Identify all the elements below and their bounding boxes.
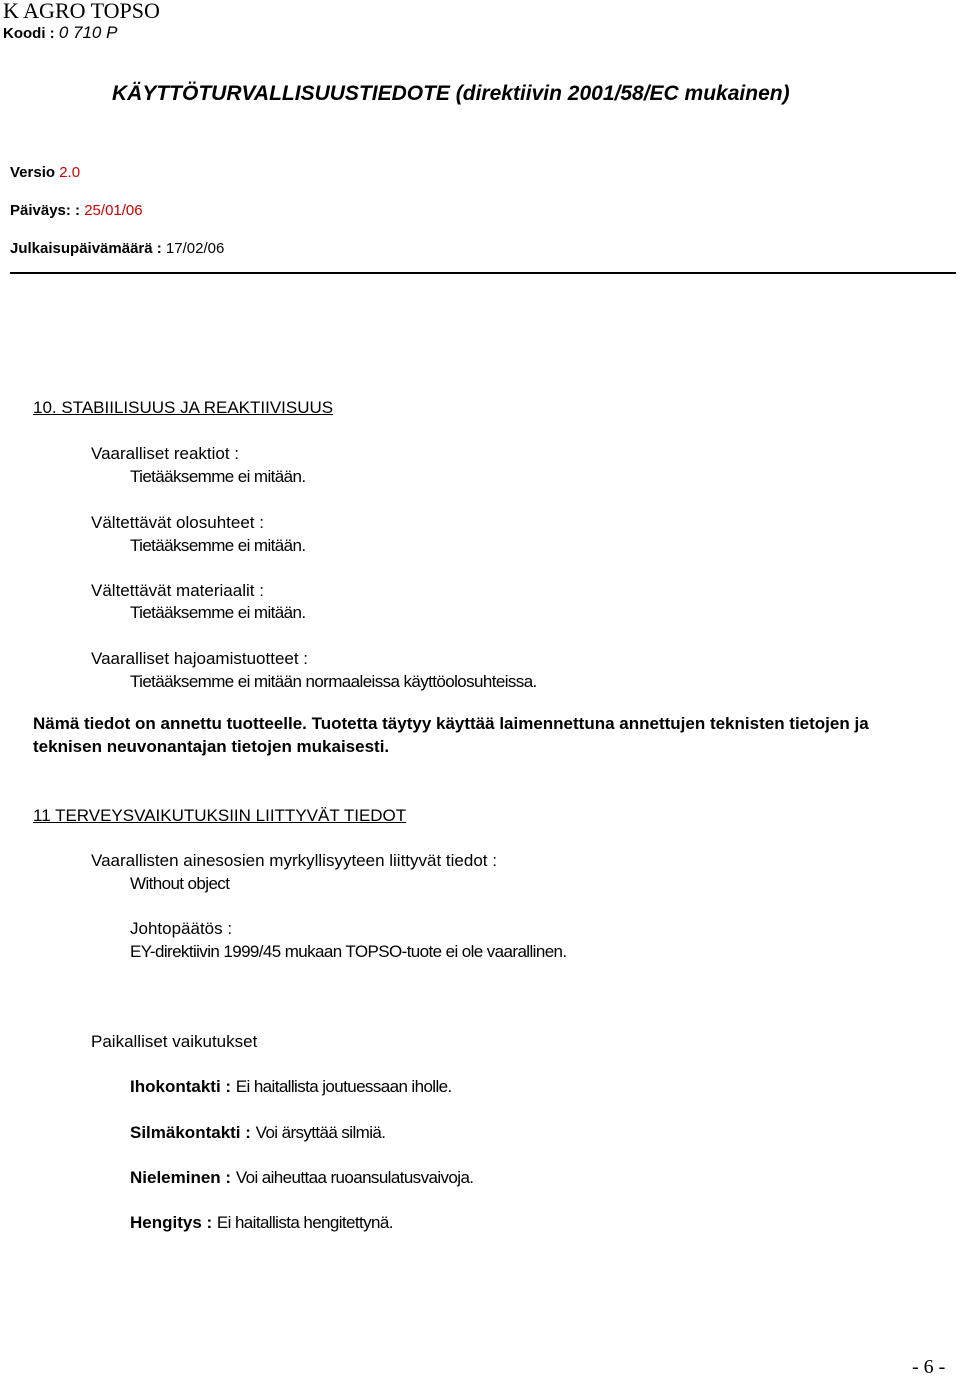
ingestion-line [130,1168,473,1188]
release-date-value: 17/02/06 [165,240,225,257]
version-line [10,164,80,181]
inhalation-line [130,1213,393,1233]
document-title: KÄYTTÖTURVALLISUUSTIEDOTE (direktiivin 2001/58/EC mukainen) [112,82,790,105]
skin-contact-value: Ei haitallista joutuessaan iholle. [235,1077,452,1096]
decomposition-products-value: Tietääksemme ei mitään normaaleissa käyttöolosuhteissa. [130,672,537,691]
version-label: Versio [10,164,60,181]
hazardous-reactions-label: Vaaralliset reaktiot : [91,444,240,463]
conclusion-label: Johtopäätös : [130,919,233,938]
hazardous-reactions-value: Tietääksemme ei mitään. [130,467,306,486]
eye-contact-value: Voi ärsyttää silmiä. [255,1123,386,1142]
section-10-heading: 10. STABIILISUUS JA REAKTIIVISUUS [33,398,334,417]
materials-to-avoid-value: Tietääksemme ei mitään. [130,603,306,622]
section-11-heading: 11 TERVEYSVAIKUTUKSIIN LIITTYVÄT TIEDOT [33,806,407,825]
usage-notice: Nämä tiedot on annettu tuotteelle. Tuotetta täytyy käyttää laimennettuna annettujen teknisten tietojen ja teknisen neuvonantajan tietojen mukaisesti. [33,714,869,756]
page-number: - 6 - [912,1356,946,1378]
eye-contact-line [130,1123,385,1143]
release-date-line [10,240,224,257]
inhalation-label: Hengitys : [130,1213,217,1232]
skin-contact-label: Ihokontakti : [130,1077,236,1096]
eye-contact-label: Silmäkontakti : [130,1123,256,1142]
toxicity-info-label: Vaarallisten ainesosien myrkyllisyyteen liittyvät tiedot : [91,851,497,870]
inhalation-value: Ei haitallista hengitettynä. [216,1213,393,1232]
product-code [3,23,117,43]
product-code-value: 0 710 P [58,23,118,42]
skin-contact-line [130,1077,452,1097]
date-label: Päiväys: : [10,202,85,219]
conditions-to-avoid-value: Tietääksemme ei mitään. [130,536,306,555]
release-date-label: Julkaisupäivämäärä : [10,240,166,257]
local-effects-label: Paikalliset vaikutukset [91,1032,258,1051]
date-line [10,202,143,219]
conclusion-value: EY-direktiivin 1999/45 mukaan TOPSO-tuote ei ole vaarallinen. [130,942,567,961]
version-value: 2.0 [59,164,81,181]
materials-to-avoid-label: Vältettävät materiaalit : [91,581,264,600]
header-divider [10,272,956,274]
conditions-to-avoid-label: Vältettävät olosuhteet : [91,513,264,532]
decomposition-products-label: Vaaralliset hajoamistuotteet : [91,649,309,668]
date-value: 25/01/06 [84,202,143,219]
ingestion-label: Nieleminen : [130,1168,236,1187]
company-brand: K AGRO TOPSO [3,0,160,23]
ingestion-value: Voi aiheuttaa ruoansulatusvaivoja. [235,1168,474,1187]
toxicity-info-value: Without object [130,874,230,893]
product-code-label: Koodi : [3,25,59,42]
